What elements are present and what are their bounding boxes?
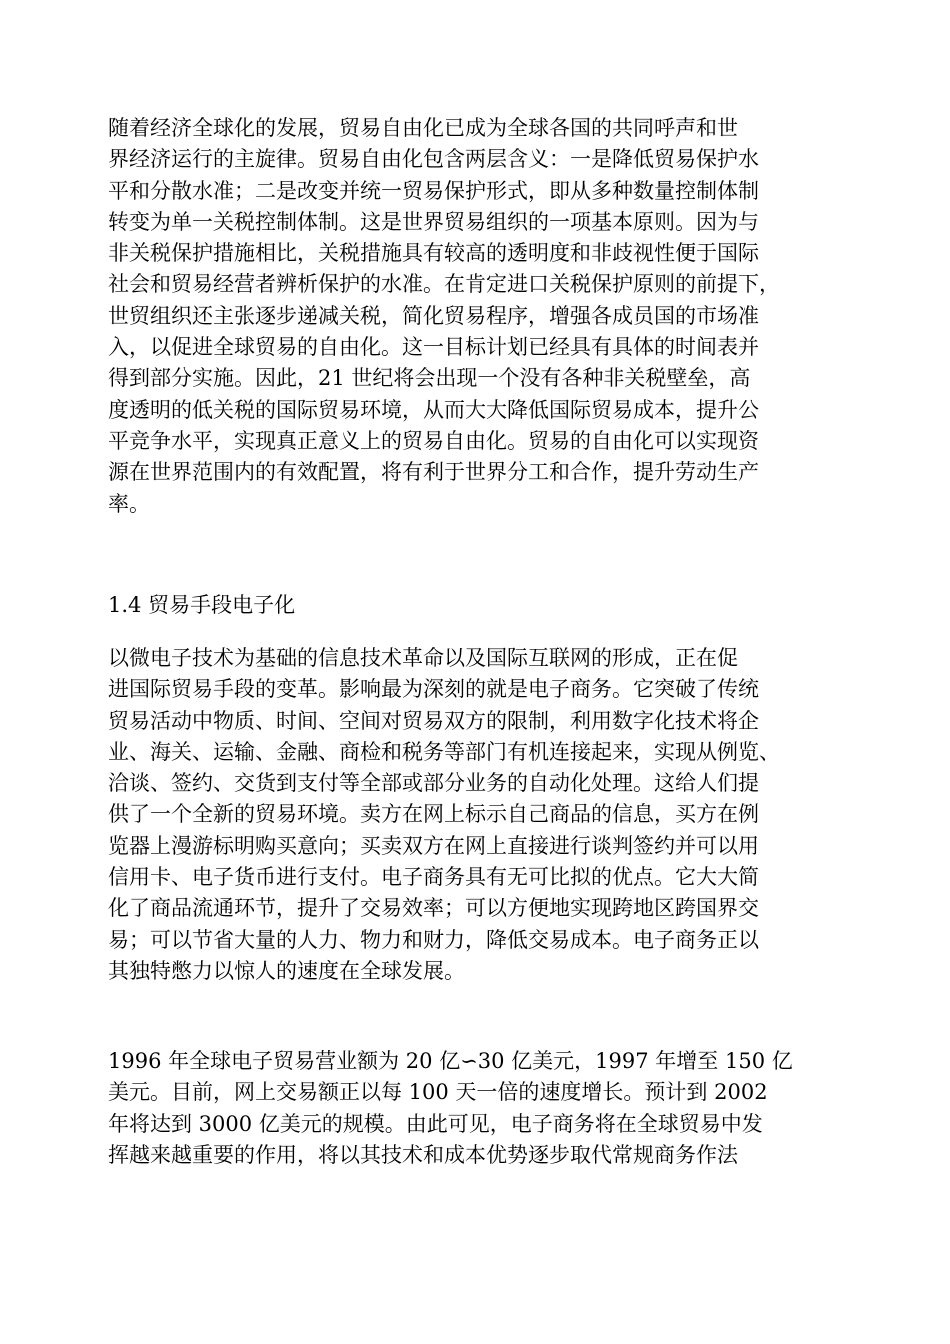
paragraph-line: 非关税保护措施相比，关税措施具有较高的透明度和非歧视性便于国际 — [108, 241, 759, 266]
paragraph-line: 率。 — [108, 491, 150, 516]
paragraph-line: 业、海关、运输、金融、商检和税务等部门有机连接起来，实现从例览、 — [108, 739, 780, 764]
paragraph-line: 易；可以节省大量的人力、物力和财力，降低交易成本。电子商务正以 — [108, 927, 759, 952]
paragraph-line: 进国际贸易手段的变革。影响最为深刻的就是电子商务。它突破了传统 — [108, 677, 759, 702]
paragraph-line: 平和分散水准；二是改变并统一贸易保护形式，即从多种数量控制体制 — [108, 178, 759, 203]
paragraph-line: 随着经济全球化的发展，贸易自由化已成为全球各国的共同呼声和世 — [108, 116, 738, 140]
paragraph-line: 供了一个全新的贸易环境。卖方在网上标示自己商品的信息，买方在例 — [108, 802, 759, 827]
paragraph-line: 览器上漫游标明购买意向；买卖双方在网上直接进行谈判签约并可以用 — [108, 833, 759, 858]
paragraph-line: 以微电子技术为基础的信息技术革命以及国际互联网的形成，正在促 — [108, 646, 738, 670]
paragraph-electronic-trade — [108, 643, 848, 987]
paragraph-line: 挥越来越重要的作用，将以其技术和成本优势逐步取代常规商务作法 — [108, 1142, 738, 1167]
paragraph-line: 得到部分实施。因此，21 世纪将会出现一个没有各种非关税壁垒，高 — [108, 366, 751, 391]
paragraph-trade-liberalization — [108, 113, 848, 520]
paragraph-ecommerce-growth — [108, 1046, 848, 1171]
paragraph-line: 源在世界范围内的有效配置，将有利于世界分工和合作，提升劳动生产 — [108, 460, 759, 485]
paragraph-line: 平竞争水平，实现真正意义上的贸易自由化。贸易的自由化可以实现资 — [108, 428, 759, 453]
paragraph-line: 1996 年全球电子贸易营业额为 20 亿∽30 亿美元，1997 年增至 150 亿 — [108, 1049, 793, 1073]
paragraph-line: 转变为单一关税控制体制。这是世界贸易组织的一项基本原则。因为与 — [108, 209, 759, 234]
section-heading-text: 1.4 贸易手段电子化 — [108, 593, 296, 617]
paragraph-line: 洽谈、签约、交货到支付等全部或部分业务的自动化处理。这给人们提 — [108, 771, 759, 796]
paragraph-line: 贸易活动中物质、时间、空间对贸易双方的限制，利用数字化技术将企 — [108, 708, 759, 733]
paragraph-line: 年将达到 3000 亿美元的规模。由此可见，电子商务将在全球贸易中发 — [108, 1111, 763, 1136]
paragraph-line: 界经济运行的主旋律。贸易自由化包含两层含义：一是降低贸易保护水 — [108, 147, 759, 172]
paragraph-line: 其独特憋力以惊人的速度在全球发展。 — [108, 958, 465, 983]
paragraph-line: 社会和贸易经营者辨析保护的水准。在肯定进口关税保护原则的前提下， — [108, 272, 780, 297]
paragraph-line: 化了商品流通环节，提升了交易效率；可以方便地实现跨地区跨国界交 — [108, 896, 759, 921]
paragraph-line: 入，以促进全球贸易的自由化。这一目标计划已经具有具体的时间表并 — [108, 335, 759, 360]
paragraph-line: 度透明的低关税的国际贸易环境，从而大大降低国际贸易成本，提升公 — [108, 397, 759, 422]
section-heading — [108, 590, 848, 621]
paragraph-line: 世贸组织还主张逐步递减关税，简化贸易程序，增强各成员国的市场准 — [108, 303, 759, 328]
paragraph-line: 信用卡、电子货币进行支付。电子商务具有无可比拟的优点。它大大简 — [108, 865, 759, 890]
paragraph-line: 美元。目前，网上交易额正以每 100 天一倍的速度增长。预计到 2002 — [108, 1080, 768, 1105]
